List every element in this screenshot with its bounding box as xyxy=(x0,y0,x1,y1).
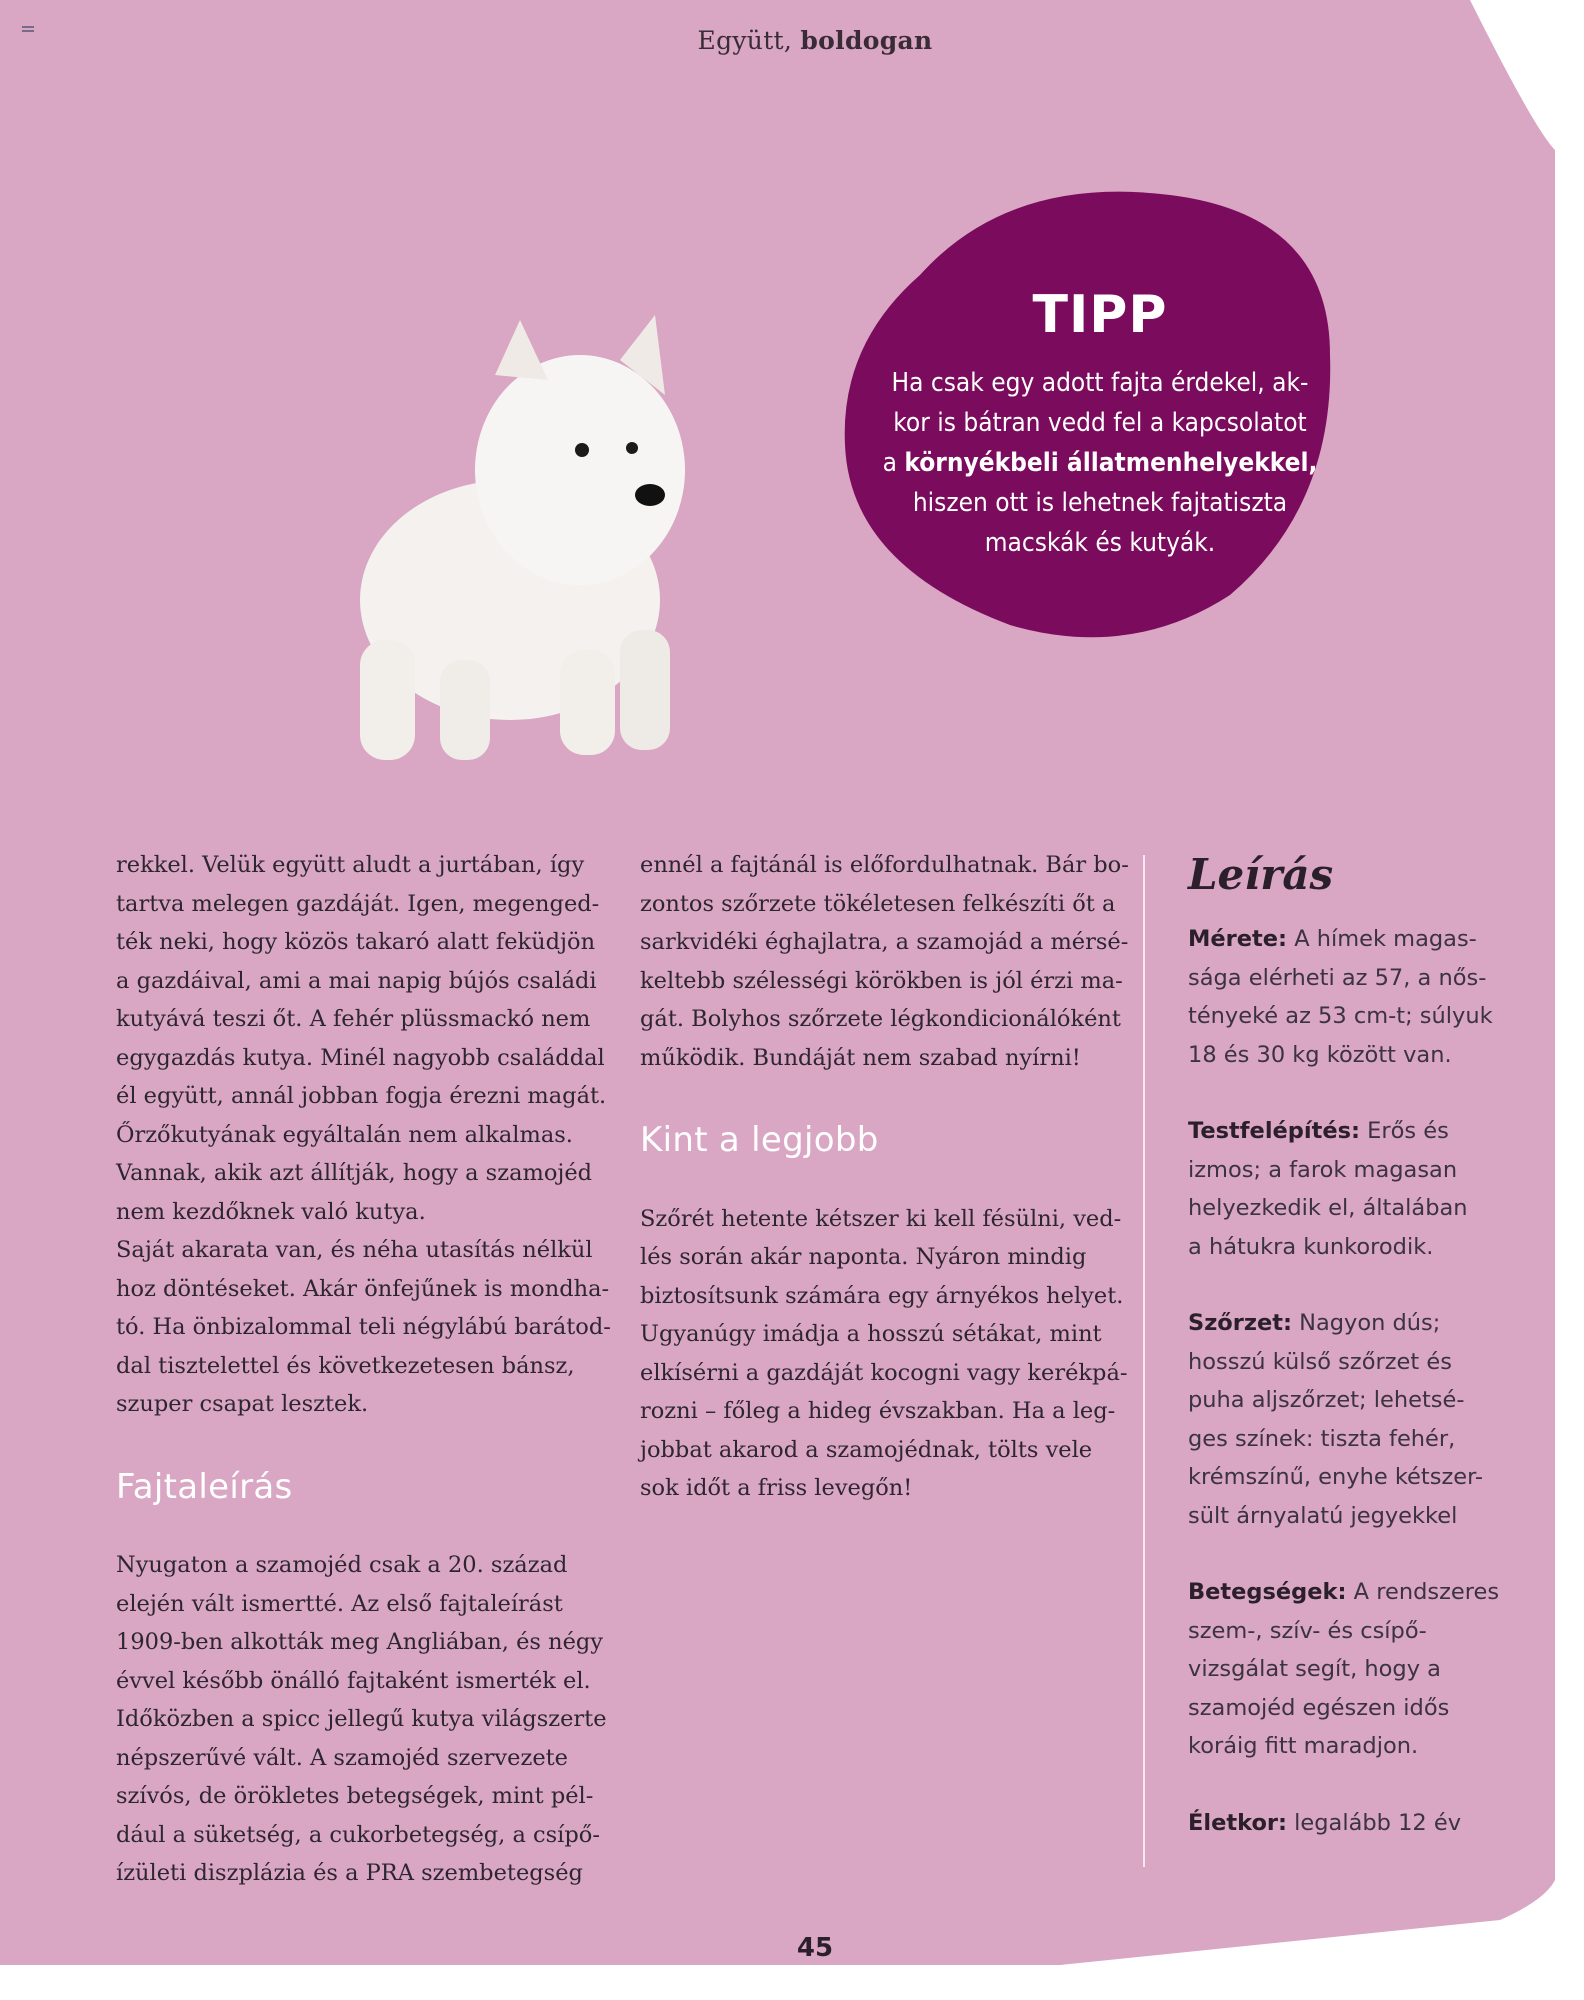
column-1 xyxy=(116,846,616,1893)
tip-title: TIPP xyxy=(1032,285,1168,345)
fact-coat: Szőrzet: Nagyon dús; hosszú külső szőrzet és puha aljszőrzet; lehetsé- ges színek: tiszta fehér, krémszínű, enyhe kétszer- sült árnyalatú jegyekkel xyxy=(1188,1310,1484,1529)
fact-build: Testfelépítés: Erős és izmos; a farok magasan helyezkedik el, általában a hátukra kunkorodik. xyxy=(1188,1118,1468,1260)
column-2 xyxy=(640,846,1140,1508)
fact-lifespan: Életkor: legalább 12 év xyxy=(1188,1809,1462,1836)
fact-diseases: Betegségek: A rendszeres szem-, szív- és csípő- vizsgálat segít, hogy a szamojéd egészen idős koráig fitt maradjon. xyxy=(1188,1579,1500,1759)
column-2-paragraph-1: ennél a fajtánál is előfordulhatnak. Bár bo- zontos szőrzete tökéletesen felkészíti őt a sarkvidéki éghajlatra, a szamojád a mérsé- keltebb szélességi körökben is jól érzi ma- gát. Bolyhos szőrzete légkondicionálóként működik. Bundáját nem szabad nyírni! xyxy=(640,852,1129,1071)
tip-text: Ha csak egy adott fajta érdekel, ak- kor is bátran vedd fel a kapcsolatot a környékbeli állatmenhelyekkel, hiszen ott is lehetnek fajtatiszta macskák és kutyák. xyxy=(882,368,1318,558)
heading-kint-a-legjobb: Kint a legjobb xyxy=(640,1120,879,1160)
page-number: 45 xyxy=(796,1933,834,1963)
heading-fajtaleiras: Fajtaleírás xyxy=(116,1466,293,1507)
fact-size: Mérete: A hímek magas- sága elérheti az 57, a nős- tényeké az 53 cm-t; súlyuk 18 és 30 kg között van. xyxy=(1188,926,1493,1068)
column-1-paragraph-1: rekkel. Velük együtt aludt a jurtában, így tartva melegen gazdáját. Igen, megenged- ték neki, hogy közös takaró alatt feküdjön a gazdáival, ami a mai napig bújós családi kutyává teszi őt. A fehér plüssmackó nem egygazdás kutya. Minél nagyobb családdal él együtt, annál jobban fogja érezni magát. Őrzőkutyának egyáltalán nem alkalmas. Vannak, akik azt állítják, hogy a szamojéd nem kezdőknek való kutya. Saját akarata van, és néha utasítás nélkül hoz döntéseket. Akár önfejűnek is mondha- tó. Ha önbizalommal teli négylábú barátod- dal tisztelettel és következetesen bánsz, szuper csapat lesztek. xyxy=(116,852,611,1417)
tip-box xyxy=(830,185,1350,655)
column-divider xyxy=(1143,855,1145,1867)
column-2-paragraph-2: Szőrét hetente kétszer ki kell fésülni, ved- lés során akár naponta. Nyáron mindig biztosítsunk számára egy árnyékos helyet. Ugyanúgy imádja a hosszú sétákat, mint elkísérni a gazdáját kocogni vagy kerékpá- rozni – főleg a hideg évszakban. Ha a leg- jobbat akarod a szamojédnak, tölts vele sok időt a friss levegőn! xyxy=(640,1205,1128,1501)
samoyed-puppy-illustration xyxy=(320,300,740,770)
column-1-paragraph-2: Nyugaton a szamojéd csak a 20. század elején vált ismertté. Az első fajtaleírást 1909-ben alkották meg Angliában, és négy évvel később önálló fajtaként ismerték el. Időközben a spicc jellegű kutya világszerte népszerűvé vált. A szamojéd szervezete szívós, de örökletes betegségek, mint pél- dául a süketség, a cukorbetegség, a csípő- ízületi diszplázia és a PRA szembetegség xyxy=(116,1552,607,1886)
running-header: Együtt, boldogan xyxy=(697,26,933,55)
description-title: Leírás xyxy=(1188,850,1334,899)
description-sidebar xyxy=(1188,846,1518,1880)
